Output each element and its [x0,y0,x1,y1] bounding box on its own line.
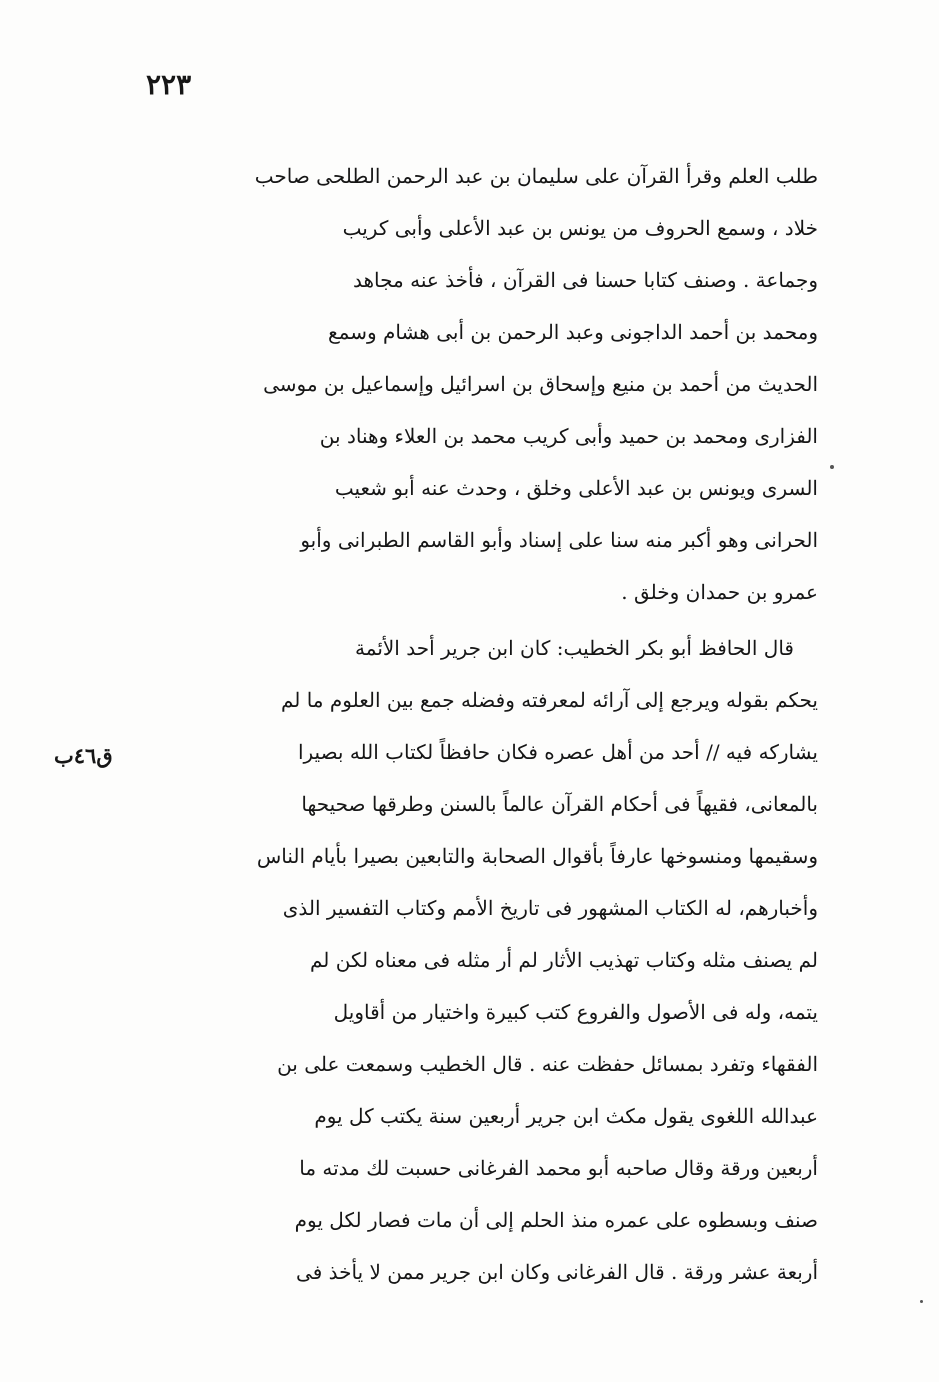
text-line: وسقيمها ومنسوخها عارفاً بأقوال الصحابة والتابعين بصيرا بأيام الناس [256,844,818,868]
text-line: الحديث من أحمد بن منيع وإسحاق بن اسرائيل وإسماعيل بن موسى [263,372,818,396]
text-line: عمرو بن حمدان وخلق . [621,580,818,604]
text-line: لم يصنف مثله وكتاب تهذيب الأثار لم أر مثله فى معناه لكن لم [309,948,818,972]
print-speck [830,465,834,469]
text-line: يشاركه فيه // أحد من أهل عصره فكان حافظاً لكتاب الله بصيرا [297,740,818,764]
text-line: وجماعة . وصنف كتابا حسنا فى القرآن ، فأخذ عنه مجاهد [353,268,818,292]
text-line: بالمعانى، فقيهاً فى أحكام القرآن عالماً بالسنن وطرقها صحيحها [301,792,818,816]
text-line: أربعين ورقة وقال صاحبه أبو محمد الفرغانى حسبت لك مدته ما [299,1156,818,1180]
text-line: أربعة عشر ورقة . قال الفرغانى وكان ابن جرير ممن لا يأخذ فى [296,1260,818,1284]
text-line: الفقهاء وتفرد بمسائل حفظت عنه . قال الخطيب وسمعت على بن [277,1052,818,1076]
text-line: خلاد ، وسمع الحروف من يونس بن عبد الأعلى وأبى كريب [342,216,818,240]
page-number: ٢٢٣ [146,68,192,101]
manuscript-folio-note: ق٤٦ب [54,743,113,768]
text-line: السرى ويونس بن عبد الأعلى وخلق ، وحدث عنه أبو شعيب [334,476,818,500]
print-speck [920,1300,923,1303]
text-line: قال الحافظ أبو بكر الخطيب: كان ابن جرير أحد الأئمة [355,636,794,660]
text-line: الفزارى ومحمد بن حميد وأبى كريب محمد بن العلاء وهناد بن [319,424,818,448]
text-line: طلب العلم وقرأ القرآن على سليمان بن عبد الرحمن الطلحى صاحب [254,164,818,188]
text-line: عبدالله اللغوى يقول مكث ابن جرير أربعين سنة يكتب كل يوم [314,1104,818,1128]
text-line: يتمه، وله فى الأصول والفروع كتب كبيرة واختيار من أقاويل [333,1000,818,1024]
text-line: الحرانى وهو أكبر منه سنا على إسناد وأبو القاسم الطبرانى وأبو [300,528,818,552]
text-line: يحكم بقوله ويرجع إلى آرائه لمعرفته وفضله جمع بين العلوم ما لم [280,688,818,712]
text-line: صنف وبسطوه على عمره منذ الحلم إلى أن مات فصار لكل يوم [294,1208,818,1232]
paragraph-1 [146,150,818,618]
paragraph-2 [146,622,818,1298]
text-line: ومحمد بن أحمد الداجونى وعبد الرحمن بن أبى هشام وسمع [328,320,818,344]
text-line: وأخبارهم، له الكتاب المشهور فى تاريخ الأمم وكتاب التفسير الذى [282,896,818,920]
